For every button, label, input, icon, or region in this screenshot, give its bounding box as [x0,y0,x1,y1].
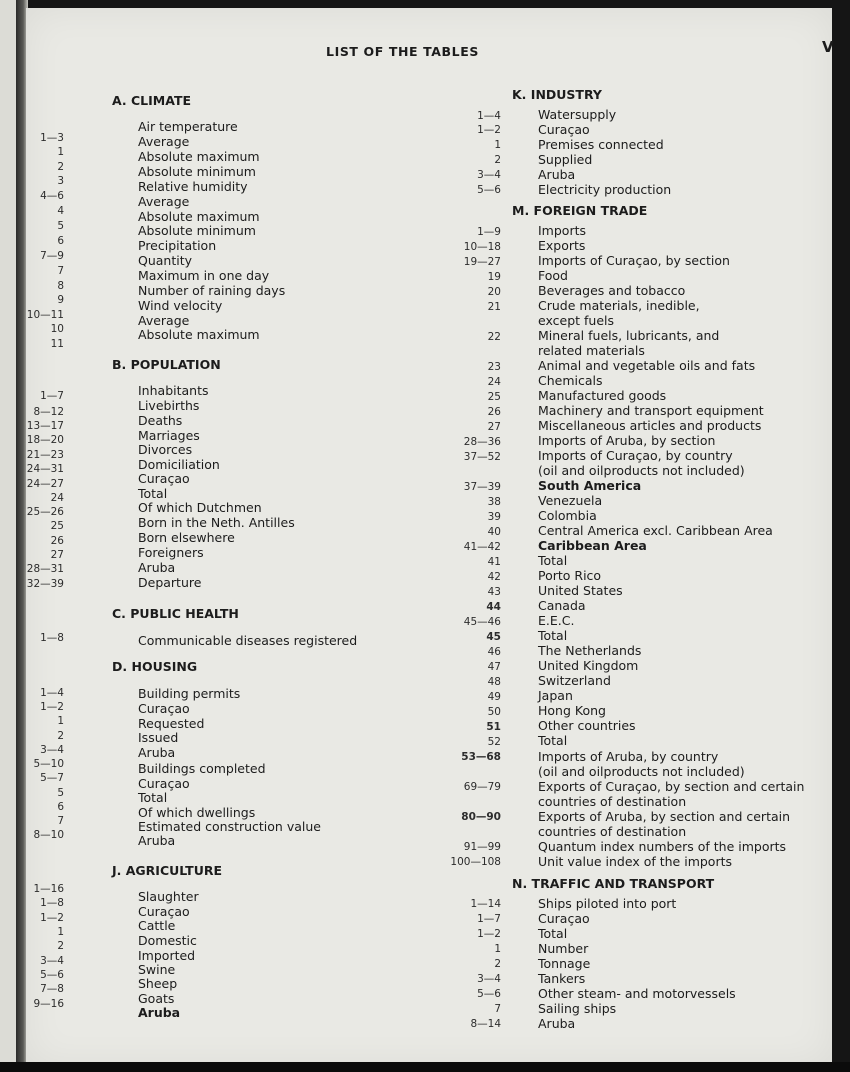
table-entry: South America [538,478,642,493]
table-entry: Precipitation [138,238,217,253]
table-entry: Absolute maximum [138,209,260,224]
table-entry: Miscellaneous articles and products [538,418,762,433]
table-entry: Absolute minimum [138,223,256,238]
table-number: 4 [57,205,64,217]
table-number: 1—9 [477,226,501,238]
table-number: 25—26 [26,506,64,518]
table-number: 1—2 [40,912,64,924]
table-number: 2 [57,161,64,173]
table-number: 28—31 [26,563,64,575]
table-entry: Issued [138,730,179,745]
table-entry: Total [538,553,568,568]
table-number: 48 [487,676,501,688]
table-entry: Imports of Aruba, by section [538,433,716,448]
table-entry: (oil and oilproducts not included) [538,764,745,779]
table-entry: Japan [538,688,573,703]
table-entry: Curaçao [538,911,590,926]
table-number: 8—14 [470,1018,501,1030]
table-entry: countries of destination [538,824,687,839]
table-number: 6 [57,235,64,247]
table-entry: Total [538,926,568,941]
section-heading: A. CLIMATE [112,93,192,108]
table-entry: Absolute minimum [138,164,256,179]
table-entry: Departure [138,575,202,590]
table-number: 1—7 [477,913,501,925]
table-number: 10—18 [463,241,501,253]
table-number: 1—14 [470,898,501,910]
table-entry: Curaçao [138,904,190,919]
table-entry: Curaçao [138,701,190,716]
table-number: 41 [487,556,501,568]
table-number: 27 [487,421,501,433]
table-number: 8—10 [33,829,64,841]
table-entry: Of which Dutchmen [138,500,262,515]
table-entry: Of which dwellings [138,805,256,820]
table-number: 37—52 [463,451,501,463]
table-number: 10—11 [26,309,64,321]
table-entry: Tonnage [538,956,591,971]
table-number: 20 [487,286,501,298]
table-entry: Number [538,941,589,956]
table-number: 9—16 [33,998,64,1010]
table-entry: Total [138,790,168,805]
table-entry: Imports of Aruba, by country [538,749,719,764]
section-heading: J. AGRICULTURE [112,863,223,878]
table-entry: Exports of Aruba, by section and certain [538,809,791,824]
table-number: 25 [50,520,64,532]
table-entry: Curaçao [138,776,190,791]
table-number: 24—31 [26,463,64,475]
table-entry: The Netherlands [538,643,642,658]
table-number: 24—27 [26,478,64,490]
table-entry: Quantum index numbers of the imports [538,839,787,854]
table-number: 47 [487,661,501,673]
table-number: 24 [50,492,64,504]
table-number: 5 [57,220,64,232]
table-entry: Estimated construction value [138,819,321,834]
table-entry: Domiciliation [138,457,220,472]
table-number: 3—4 [477,973,501,985]
table-number: 53—68 [461,751,501,763]
table-number: 100—108 [450,856,501,868]
table-entry: Total [138,486,168,501]
section-heading: D. HOUSING [112,659,198,674]
table-entry: Porto Rico [538,568,602,583]
table-number: 3—4 [477,169,501,181]
table-number: 19 [487,271,501,283]
table-number: 42 [487,571,501,583]
table-number: 10 [50,323,64,335]
table-number: 7—9 [40,250,64,262]
table-entry: Aruba [138,560,176,575]
table-number: 23 [487,361,501,373]
table-entry: Curaçao [138,471,190,486]
table-entry: Total [538,628,568,643]
table-number: 1 [494,139,501,151]
table-entry: Wind velocity [138,298,223,313]
table-number: 2 [494,958,501,970]
table-entry: Marriages [138,428,200,443]
table-entry: Absolute maximum [138,149,260,164]
section-heading: C. PUBLIC HEALTH [112,606,239,621]
table-number: 1—4 [477,110,501,122]
table-entry: Aruba [538,1016,576,1031]
table-number: 1—3 [40,132,64,144]
table-entry: Sheep [138,976,178,991]
table-entry: Quantity [138,253,193,268]
table-entry: Mineral fuels, lubricants, and [538,328,720,343]
table-entry: Domestic [138,933,197,948]
table-number: 49 [487,691,501,703]
table-number: 1—2 [477,928,501,940]
table-entry: United Kingdom [538,658,639,673]
table-entry: Premises connected [538,137,664,152]
table-entry: except fuels [538,313,615,328]
table-number: 1—7 [40,390,64,402]
table-entry: Switzerland [538,673,611,688]
table-number: 24 [487,376,501,388]
table-number: 25 [487,391,501,403]
table-entry: Building permits [138,686,241,701]
table-entry: Average [138,194,190,209]
table-number: 69—79 [463,781,501,793]
table-number: 3—4 [40,955,64,967]
table-number: 39 [487,511,501,523]
table-number: 5—7 [40,772,64,784]
table-entry: Ships piloted into port [538,896,677,911]
table-entry: Foreigners [138,545,204,560]
section-heading: M. FOREIGN TRADE [512,203,648,218]
table-entry: Electricity production [538,182,672,197]
table-entry: Curaçao [538,122,590,137]
table-number: 1—2 [40,701,64,713]
table-entry: Relative humidity [138,179,248,194]
table-number: 91—99 [463,841,501,853]
table-entry: Born in the Neth. Antilles [138,515,295,530]
table-number: 1—2 [477,124,501,136]
table-number: 44 [486,601,501,613]
table-entry: Imported [138,948,196,963]
table-entry: Canada [538,598,586,613]
table-number: 2 [57,940,64,952]
table-entry: Number of raining days [138,283,286,298]
table-number: 1—8 [40,632,64,644]
table-entry: countries of destination [538,794,687,809]
table-number: 27 [50,549,64,561]
table-entry: Air temperature [138,119,238,134]
table-entry: Tankers [538,971,586,986]
book-page [26,8,832,1066]
table-number: 2 [57,730,64,742]
table-entry: Supplied [538,152,593,167]
table-entry: Imports [538,223,586,238]
table-number: 5—6 [40,969,64,981]
table-number: 26 [487,406,501,418]
table-entry: Other countries [538,718,636,733]
table-number: 1—16 [33,883,64,895]
table-entry: Cattle [138,918,176,933]
table-number: 5—6 [477,184,501,196]
table-entry: Aruba [138,833,176,848]
table-entry: Aruba [538,167,576,182]
left-table-numbers [26,8,64,1048]
table-number: 22 [487,331,501,343]
table-entry: Machinery and transport equipment [538,403,764,418]
table-number: 8 [57,280,64,292]
table-entry: Requested [138,716,205,731]
table-number: 11 [50,338,64,350]
table-number: 1 [57,146,64,158]
table-entry: Livebirths [138,398,200,413]
table-number: 7 [57,815,64,827]
table-number: 5 [57,787,64,799]
table-number: 45—46 [463,616,501,628]
table-number: 1 [57,926,64,938]
left-table-list [112,8,442,1048]
table-number: 7—8 [40,983,64,995]
page-number: V [822,38,834,56]
right-table-list [512,8,828,1048]
table-number: 1 [494,943,501,955]
table-entry: Communicable diseases registered [138,633,358,648]
table-entry: Swine [138,962,176,977]
table-number: 8—12 [33,406,64,418]
table-number: 1—8 [40,897,64,909]
table-entry: Imports of Curaçao, by section [538,253,730,268]
table-entry: Deaths [138,413,183,428]
table-entry: Slaughter [138,889,199,904]
table-entry: Food [538,268,568,283]
section-heading: B. POPULATION [112,357,221,372]
section-heading: N. TRAFFIC AND TRANSPORT [512,876,715,891]
table-number: 21 [487,301,501,313]
table-entry: Chemicals [538,373,603,388]
table-entry: Beverages and tobacco [538,283,686,298]
table-entry: Buildings completed [138,761,266,776]
table-number: 9 [57,294,64,306]
table-number: 5—10 [33,758,64,770]
table-number: 32—39 [26,578,64,590]
table-entry: Hong Kong [538,703,606,718]
table-number: 1—4 [40,687,64,699]
section-heading: K. INDUSTRY [512,87,602,102]
table-entry: United States [538,583,623,598]
table-entry: Maximum in one day [138,268,270,283]
table-number: 18—20 [26,434,64,446]
table-number: 46 [487,646,501,658]
table-number: 38 [487,496,501,508]
table-entry: Born elsewhere [138,530,235,545]
table-entry: Exports [538,238,586,253]
table-entry: Imports of Curaçao, by country [538,448,733,463]
page-title: LIST OF THE TABLES [326,44,479,59]
table-number: 50 [487,706,501,718]
table-entry: Aruba [138,1005,181,1020]
page-edge [0,1062,850,1072]
table-entry: Venezuela [538,493,603,508]
table-entry: Sailing ships [538,1001,617,1016]
table-entry: Average [138,313,190,328]
table-entry: Watersupply [538,107,617,122]
table-entry: Colombia [538,508,597,523]
table-number: 4—6 [40,190,64,202]
table-number: 21—23 [26,449,64,461]
table-entry: Aruba [138,745,176,760]
table-number: 7 [57,265,64,277]
table-number: 52 [487,736,501,748]
table-number: 1 [57,715,64,727]
table-entry: Divorces [138,442,193,457]
table-entry: Exports of Curaçao, by section and certain [538,779,805,794]
table-entry: Total [538,733,568,748]
table-entry: Caribbean Area [538,538,647,553]
table-entry: Central America excl. Caribbean Area [538,523,773,538]
table-entry: Animal and vegetable oils and fats [538,358,756,373]
table-number: 28—36 [463,436,501,448]
table-number: 41—42 [463,541,501,553]
table-number: 19—27 [463,256,501,268]
table-entry: Crude materials, inedible, [538,298,700,313]
table-number: 40 [487,526,501,538]
table-entry: (oil and oilproducts not included) [538,463,745,478]
table-entry: Manufactured goods [538,388,667,403]
table-entry: related materials [538,343,645,358]
table-entry: Goats [138,991,175,1006]
table-number: 26 [50,535,64,547]
table-number: 7 [494,1003,501,1015]
table-number: 3—4 [40,744,64,756]
table-entry: E.E.C. [538,613,575,628]
table-entry: Average [138,134,190,149]
table-entry: Absolute maximum [138,327,260,342]
table-number: 2 [494,154,501,166]
table-number: 13—17 [26,420,64,432]
right-table-numbers [421,8,501,1048]
table-number: 3 [57,175,64,187]
table-number: 6 [57,801,64,813]
table-entry: Unit value index of the imports [538,854,733,869]
table-number: 45 [486,631,501,643]
table-number: 5—6 [477,988,501,1000]
table-entry: Inhabitants [138,383,209,398]
table-number: 43 [487,586,501,598]
table-entry: Other steam- and motorvessels [538,986,736,1001]
table-number: 80—90 [461,811,501,823]
table-number: 51 [486,721,501,733]
table-number: 37—39 [463,481,501,493]
